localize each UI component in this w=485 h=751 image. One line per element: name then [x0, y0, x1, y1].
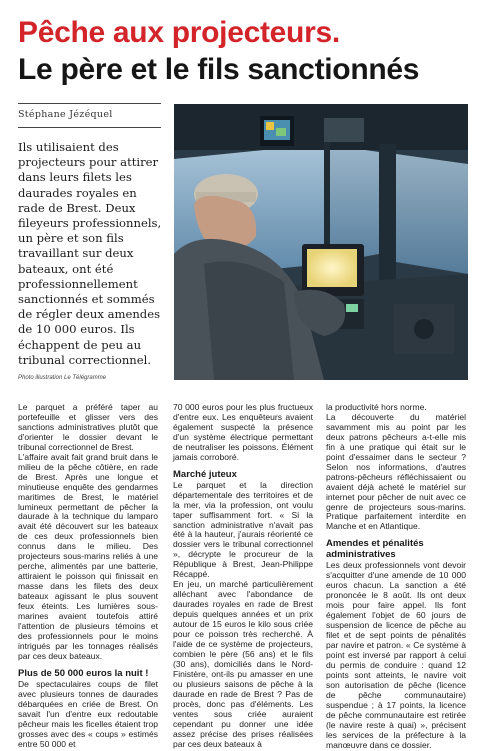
article-lead: Ils utilisaient des projecteurs pour attirer dans leurs filets les daurades royales en rade de Brest. Deux fileyeurs professionnels, un père et son fils travaillant sur deux bateaux, ont été professionnellement sanctionnés et sommés de régler deux amendes de 10 000 euros. Ils échappent de peu au tribunal correctionnel.	[18, 140, 162, 367]
paragraph: L'affaire avait fait grand bruit dans le milieu de la pêche côtière, en rade de Brest. Après une longue et minutieuse enquête des gendarmes maritimes de Brest, le matériel lumineux permettant de pêcher la daurade à la technique du lamparo avait été découvert sur les bateaux de ces deux professionnels bien connus dans le milieu. Des projecteurs sous-marins reliés à une perche, alimentés par une batterie, attiraient le poisson qui finissait en masse dans les filets des deux bateaux agissant le plus souvent feux éteints. Les lumières sous-marines avaient toutefois attiré l'attention de plusieurs témoins et des professionnels pour le moins intrigués par les tonnages réalisés par ces deux bateaux.	[18, 451, 158, 661]
article-column-2	[173, 403, 313, 749]
paragraph: Le parquet et la direction départementale des territoires et de la mer, via la profession, ont voulu taper suffisamment fort. « Si la sanction administrative n'avait pas été à la hauteur, j'aurais réorienté ce dossier vers le tribunal correctionnel », décrypte le procureur de la République à Brest, Jean-Philippe Récappé.	[173, 479, 313, 580]
subheading: Marché juteux	[173, 468, 237, 480]
paragraph: La découverte du matériel savamment mis au point par les deux patrons pêcheurs a-t-elle mis fin à une pratique qui était sur le point d'essaimer dans le secteur ? Selon nos informations, d'autres patrons-pêcheurs réfléchissaient ou avaient déjà acheté le matériel sur internet pour pêcher de nuit avec ce genre de projecteurs sous-marins. Pratique parfaitement interdite en Manche et en Atlantique.	[326, 411, 466, 532]
paragraph: De spectaculaires coups de filet avec plusieurs tonnes de daurades débarquées en criée de Brest. On savait l'un d'entre eux redoutable pêcheur mais les ficelles étaient trop grosses avec des « coups » estimés entre 50 000 et	[18, 678, 158, 749]
photo-credit: Photo illustration Le Télégramme	[18, 375, 107, 381]
divider-top	[18, 103, 161, 104]
paragraph: Le parquet a préféré taper au portefeuille et glisser vers des sanctions administratives plutôt que d'orienter le dossier devant le tribunal correctionnel de Brest.	[18, 402, 158, 452]
paragraph: En jeu, un marché particulièrement alléchant avec l'abondance de daurades royales en rade de Brest depuis quelques années et un prix autour de 15 euros le kilo sous criée pour ce poisson très recherché. À l'aide de ce système de projecteurs, combien le père (56 ans) et le fils (30 ans), domiciliés dans le Nord-Finistère, ont-ils pu amasser en une ou plusieurs saisons de pêche à la daurade en rade de Brest ? Pas de procès, donc pas d'éléments. Les ventes sous criée auraient cependant pu donner une idée assez précise des prises réalisées par ces deux bateaux à	[173, 579, 313, 749]
paragraph: la productivité hors norme.	[326, 402, 427, 412]
paragraph: Les deux professionnels vont devoir s'acquitter d'une amende de 10 000 euros chacun. La sanction a été prononcée le 8 août. Ils ont deux mois pour faire appel. Ils font également l'objet de 60 jours de suspension de licence de pêche au filet et de sept points de pénalités par navire et patron. « Ce système à point est inversé par rapport à celui du permis de conduire : quand 12 points sont atteints, le navire voit son autorisation de pêche (licence de pêche communautaire) suspendue ; à 17 points, la licence de pêche communautaire est retirée (le navire reste à quai) », précisent les services de la préfecture à la manœuvre dans ce dossier.	[326, 560, 466, 750]
headline-line-1: Pêche aux projecteurs.	[18, 16, 340, 49]
article-photo	[174, 104, 468, 380]
headline	[18, 14, 478, 88]
divider-bottom	[18, 127, 161, 128]
article-column-3	[326, 403, 466, 751]
article-column-1	[18, 403, 158, 749]
subheading: Plus de 50 000 euros la nuit !	[18, 667, 149, 679]
author-byline: Stéphane Jézéquel	[18, 109, 113, 120]
headline-line-2: Le père et le fils sanctionnés	[18, 53, 420, 86]
paragraph: 70 000 euros pour les plus fructueux d'entre eux. Les enquêteurs avaient également suspecté la présence d'un système électrique permettant de neutraliser les poissons. Élément jamais corroboré.	[173, 402, 313, 462]
subheading: Amendes et pénalités administratives	[326, 538, 424, 561]
